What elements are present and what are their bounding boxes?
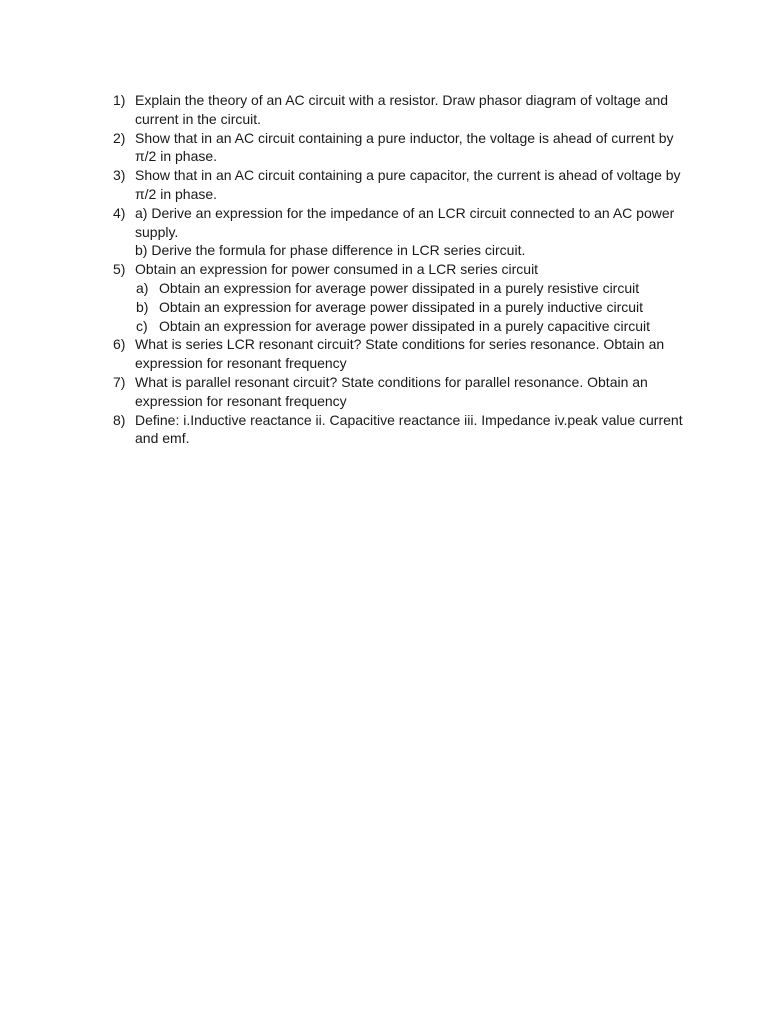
question-2: [113, 129, 683, 167]
question-number: 4): [113, 204, 126, 221]
question-6: [113, 335, 683, 373]
question-number: 3): [113, 167, 126, 184]
subpart-text: Obtain an expression for average power dissipated in a purely inductive circuit: [159, 298, 644, 315]
subpart-text: Obtain an expression for average power dissipated in a purely resistive circuit: [159, 279, 640, 296]
question-number: 5): [113, 261, 126, 278]
question-number: 7): [113, 373, 126, 390]
question-text-part-b: b) Derive the formula for phase difference in LCR series circuit.: [135, 242, 526, 259]
question-number: 8): [113, 411, 126, 428]
question-text: Show that in an AC circuit containing a pure capacitor, the current is ahead of voltage by π/2 in phase.: [135, 167, 681, 202]
subpart-b: [113, 298, 683, 317]
question-5-subparts: [113, 279, 683, 335]
question-text-part-a: a) Derive an expression for the impedance of an LCR circuit connected to an AC power supply.: [135, 204, 675, 240]
question-text: Obtain an expression for power consumed in a LCR series circuit: [135, 261, 539, 278]
question-number: 6): [113, 336, 126, 353]
subpart-letter: c): [136, 317, 148, 334]
question-list: [113, 91, 683, 448]
question-text: What is series LCR resonant circuit? State conditions for series resonance. Obtain an expression for resonant frequency: [135, 336, 665, 372]
question-number: 1): [113, 92, 126, 108]
question-3: [113, 166, 683, 204]
subpart-a: [113, 279, 683, 298]
subpart-letter: a): [136, 279, 149, 296]
subpart-c: [113, 317, 683, 336]
question-number: 2): [113, 129, 126, 146]
question-4: [113, 204, 683, 260]
subpart-text: Obtain an expression for average power dissipated in a purely capacitive circuit: [159, 317, 651, 334]
question-1: [113, 91, 683, 129]
question-text: Show that in an AC circuit containing a pure inductor, the voltage is ahead of current by π/2 in phase.: [135, 129, 674, 165]
question-text: What is parallel resonant circuit? State conditions for parallel resonance. Obtain an expression for resonant frequency: [135, 373, 648, 409]
question-5: [113, 260, 683, 279]
question-text: Explain the theory of an AC circuit with a resistor. Draw phasor diagram of voltage and current in the circuit.: [135, 92, 669, 127]
subpart-letter: b): [136, 298, 149, 315]
question-8: [113, 411, 683, 449]
question-text: Define: i.Inductive reactance ii. Capacitive reactance iii. Impedance iv.peak value current and emf.: [135, 411, 683, 447]
question-7: [113, 373, 683, 411]
